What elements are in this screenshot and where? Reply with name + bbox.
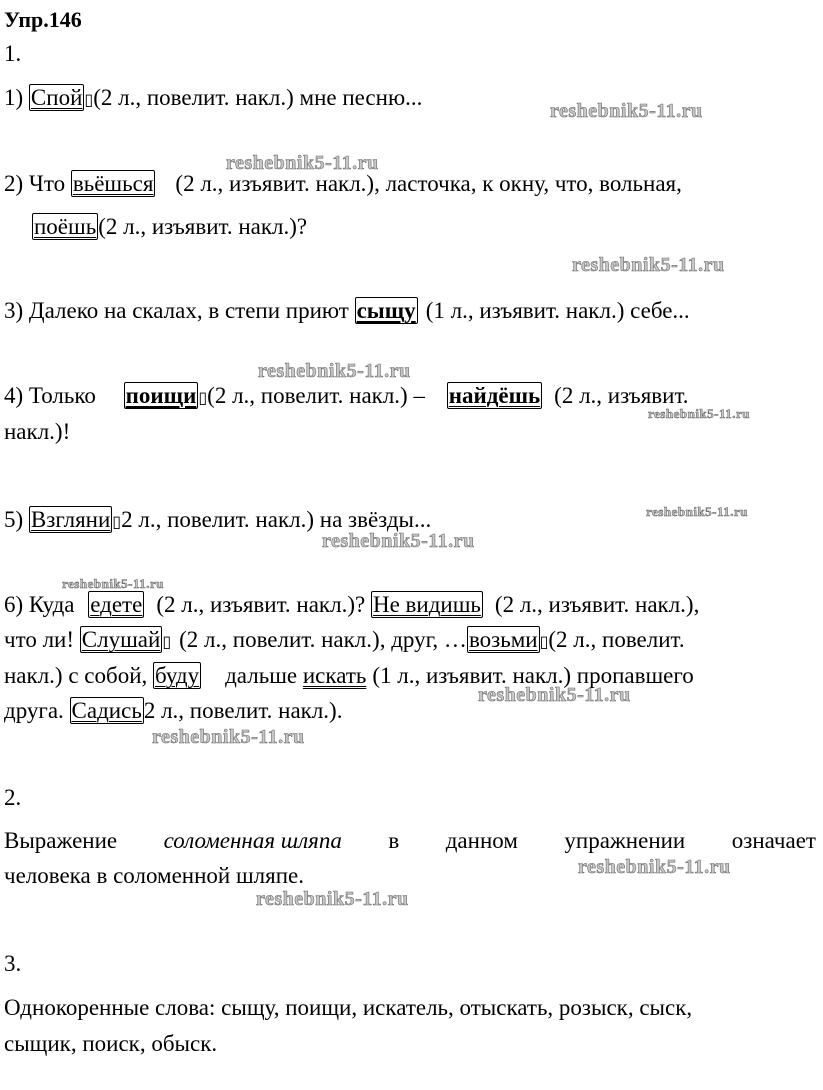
item-4-line-2: накл.)! — [4, 419, 71, 444]
item-1-prefix: 1) — [4, 85, 29, 110]
item-6-line-2 — [4, 626, 685, 656]
item-6-mid-1: (2 л., изъявит. накл.)? — [156, 592, 371, 617]
word-ne-vidish: Не видишь — [372, 592, 481, 617]
item-6-mid-3: дальше — [225, 663, 303, 688]
missing-glyph-icon: ▯ — [539, 632, 549, 651]
item-4-mid: (2 л., повелит. накл.) – — [207, 383, 431, 408]
word-vzglyani: Взгляни — [30, 507, 111, 532]
watermark: reshebnik5-11.ru — [152, 726, 305, 748]
word-vieshsya: вьёшься — [72, 171, 154, 196]
item-6-prefix-4: друга. — [4, 698, 70, 723]
word-edete: едете — [90, 592, 143, 617]
item-1 — [4, 84, 422, 114]
watermark: reshebnik5-11.ru — [226, 152, 379, 174]
item-6-rest-2: (2 л., повелит. — [548, 627, 685, 652]
word-slushay: Слушай — [81, 627, 161, 652]
word-naydesh: найдёшь — [448, 383, 541, 408]
watermark: reshebnik5-11.ru — [646, 504, 749, 519]
item-5-prefix: 5) — [4, 507, 29, 532]
word-budu: буду — [155, 663, 200, 688]
item-2-rest-2: (2 л., изъявит. накл.)? — [98, 214, 308, 239]
section-2-word-4: данном — [445, 828, 518, 853]
item-1-rest: (2 л., повелит. накл.) мне песню... — [93, 85, 423, 110]
watermark: reshebnik5-11.ru — [256, 888, 409, 910]
item-3 — [4, 297, 690, 325]
item-4-prefix: 4) Только — [4, 383, 102, 408]
item-6-line-1 — [4, 591, 699, 619]
watermark: reshebnik5-11.ru — [62, 576, 165, 591]
watermark: reshebnik5-11.ru — [648, 406, 751, 421]
section-2-phrase: соломенная шляпа — [163, 828, 342, 853]
watermark: reshebnik5-11.ru — [578, 856, 731, 878]
item-5-rest: 2 л., повелит. накл.) на звёзды... — [121, 507, 432, 532]
item-2-prefix: 2) Что — [4, 171, 71, 196]
watermark: reshebnik5-11.ru — [258, 360, 411, 382]
item-6-rest-4: 2 л., повелит. накл.). — [143, 698, 343, 723]
item-6-line-4 — [4, 697, 342, 725]
item-6-rest-1: (2 л., изъявит. накл.), — [494, 592, 700, 617]
watermark: reshebnik5-11.ru — [322, 530, 475, 552]
missing-glyph-icon: ▯ — [198, 388, 208, 407]
watermark: reshebnik5-11.ru — [572, 254, 725, 276]
section-2-word-3: в — [388, 828, 400, 853]
item-3-prefix: 3) Далеко на скалах, в степи приют — [4, 298, 355, 323]
item-6-prefix-3: накл.) с собой, — [4, 663, 154, 688]
watermark: reshebnik5-11.ru — [550, 100, 703, 122]
item-4-rest-1: (2 л., изъявит. — [554, 383, 689, 408]
item-4-line-1 — [4, 382, 689, 412]
item-3-rest: (1 л., изъявит. накл.) себе... — [425, 298, 690, 323]
word-sadis: Садись — [71, 698, 142, 723]
section-2-line-1 — [4, 827, 816, 855]
item-6-rest-3: (1 л., изъявит. накл.) пропавшего — [372, 663, 694, 688]
page-title: Упр.146 — [4, 7, 82, 32]
section-3-line-1: Однокоренные слова: сыщу, поищи, искатель, отыскать, розыск, сыск, — [4, 995, 693, 1020]
word-iskat: искать — [302, 663, 367, 688]
word-vozmi: возьми — [468, 627, 538, 652]
word-spoy: Спой — [30, 85, 83, 110]
watermark: reshebnik5-11.ru — [478, 684, 631, 706]
section-2-word-5: упражнении — [564, 828, 686, 853]
section-2-word-1: Выражение — [4, 828, 118, 853]
item-6-prefix-2: что ли! — [4, 627, 80, 652]
section-2-line-2: человека в соломенной шляпе. — [4, 863, 304, 888]
item-2-rest-1: (2 л., изъявит. накл.), ласточка, к окну, что, вольная, — [175, 171, 682, 196]
section-3-number: 3. — [4, 951, 22, 976]
item-6-prefix: 6) Куда — [4, 592, 81, 617]
missing-glyph-icon: ▯ — [112, 512, 122, 531]
item-6-mid-2: (2 л., повелит. накл.), друг, … — [179, 627, 467, 652]
item-2-line-2 — [32, 213, 307, 241]
missing-glyph-icon: ▯ — [84, 90, 94, 109]
section-1-number: 1. — [4, 41, 22, 66]
word-poesh: поёшь — [34, 214, 97, 239]
section-2-word-6: означает — [731, 828, 816, 853]
word-poishchi: поищи — [125, 383, 197, 408]
word-syshchu: сыщу — [356, 298, 416, 323]
missing-glyph-icon: ▯ — [162, 632, 172, 651]
section-3-line-2: сыщик, поиск, обыск. — [4, 1031, 218, 1056]
section-2-number: 2. — [4, 785, 22, 810]
